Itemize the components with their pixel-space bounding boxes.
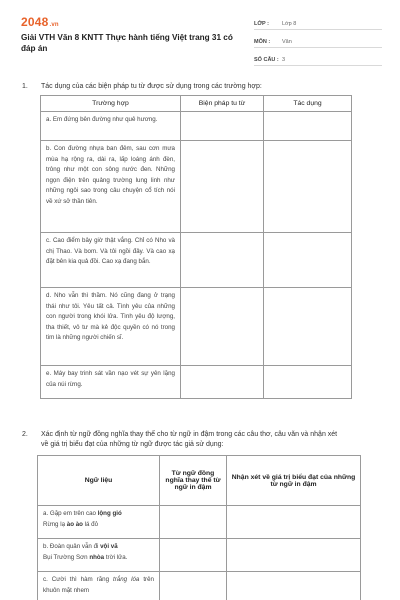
meta-key: SỐ CÂU :	[254, 57, 279, 63]
answer-cell[interactable]	[264, 288, 352, 366]
table-row	[41, 366, 352, 399]
answer-cell[interactable]	[227, 506, 361, 539]
question-number: 2.	[22, 431, 28, 438]
question-1	[22, 82, 382, 94]
table-header-row	[38, 456, 361, 506]
answer-cell[interactable]	[181, 288, 264, 366]
meta-row-count	[254, 51, 382, 66]
table-cell: c. Cười thì hàm răng trắng lóa trên khuôn mặt nhem	[38, 572, 160, 600]
q2-table	[37, 455, 361, 600]
meta-row-subject	[254, 33, 382, 48]
column-header: Trường hợp	[41, 96, 181, 112]
meta-key: MÔN :	[254, 39, 271, 45]
table-row	[41, 288, 352, 366]
table-cell: a. Em đứng bên đường như quê hương.	[41, 112, 181, 141]
question-number: 1.	[22, 83, 28, 90]
table-row	[38, 539, 361, 572]
meta-key: LỚP :	[254, 21, 269, 27]
question-text-line: Xác định từ ngữ đồng nghĩa thay thế cho từ ngữ in đậm trong các câu thơ, câu văn và nhận xét	[41, 431, 338, 438]
question-text-block	[41, 430, 381, 450]
meta-value: Lớp 8	[282, 21, 297, 27]
question-text-line: về giá trị biểu đạt của những từ ngữ được tác giả sử dụng:	[41, 441, 224, 448]
table-cell: b. Đoàn quân vẫn đi vội vã Bụi Trường Sơn nhòa trời lửa.	[38, 539, 160, 572]
answer-cell[interactable]	[181, 233, 264, 288]
answer-cell[interactable]	[264, 141, 352, 233]
column-header: Ngữ liệu	[38, 456, 160, 506]
page-header	[0, 0, 400, 62]
answer-cell[interactable]	[181, 112, 264, 141]
table-cell: e. Máy bay trinh sát vần nạo vét sự yên lặng của núi rừng.	[41, 366, 181, 399]
question-2	[22, 430, 382, 452]
site-logo[interactable]: 2048.vn	[21, 15, 59, 29]
meta-value: 3	[282, 57, 286, 63]
answer-cell[interactable]	[181, 366, 264, 399]
answer-cell[interactable]	[160, 572, 227, 600]
table-row	[41, 141, 352, 233]
answer-cell[interactable]	[264, 366, 352, 399]
meta-value: Văn	[282, 39, 292, 45]
answer-cell[interactable]	[227, 539, 361, 572]
page-title: Giải VTH Văn 8 KNTT Thực hành tiếng Việt trang 31 có đáp án	[21, 33, 233, 53]
table-row	[38, 572, 361, 600]
table-row	[41, 233, 352, 288]
table-row	[38, 506, 361, 539]
answer-cell[interactable]	[264, 233, 352, 288]
table-cell: b. Con đường nhựa ban đêm, sau cơn mưa mùa hạ rộng ra, dài ra, lấp loáng ánh đèn, trông như một con sông nước đen. Những ngọn điện trên quảng trường lung linh như những ngôi sao trong câu chuyện cổ tích nói về xứ sở thần tiên.	[41, 141, 181, 233]
answer-cell[interactable]	[227, 572, 361, 600]
table-cell: a. Gặp em trên cao lộng gió Rừng lạ ào ào lá đỏ	[38, 506, 160, 539]
q1-table	[40, 95, 352, 399]
answer-cell[interactable]	[181, 141, 264, 233]
meta-info	[254, 15, 382, 69]
table-cell: d. Nho vẫn thì thầm. Nó cũng đang ở trạng thái như tôi. Yêu tất cả. Tình yêu của những con người trong khói lửa. Tình yêu độ lượng, tha thiết, vô tư mà kẻ độc quyền có nó trong tim là những người chiến sĩ.	[41, 288, 181, 366]
answer-cell[interactable]	[264, 112, 352, 141]
column-header: Biện pháp tu từ	[181, 96, 264, 112]
column-header: Từ ngữ đồng nghĩa thay thế từ ngữ in đậm	[160, 456, 227, 506]
column-header: Tác dụng	[264, 96, 352, 112]
answer-cell[interactable]	[160, 539, 227, 572]
answer-cell[interactable]	[160, 506, 227, 539]
meta-row-class	[254, 15, 382, 30]
table-cell: c. Cao điểm bây giờ thật vắng. Chỉ có Nho và chị Thao. Và bom. Và tôi ngồi đây. Và cao xạ đặt bên kia quả đồi. Cao xạ đang bắn.	[41, 233, 181, 288]
question-text: Tác dụng của các biện pháp tu từ được sử dụng trong các trường hợp:	[41, 83, 262, 90]
table-header-row	[41, 96, 352, 112]
table-row	[41, 112, 352, 141]
column-header: Nhận xét về giá trị biểu đạt của những từ ngữ in đậm	[227, 456, 361, 506]
